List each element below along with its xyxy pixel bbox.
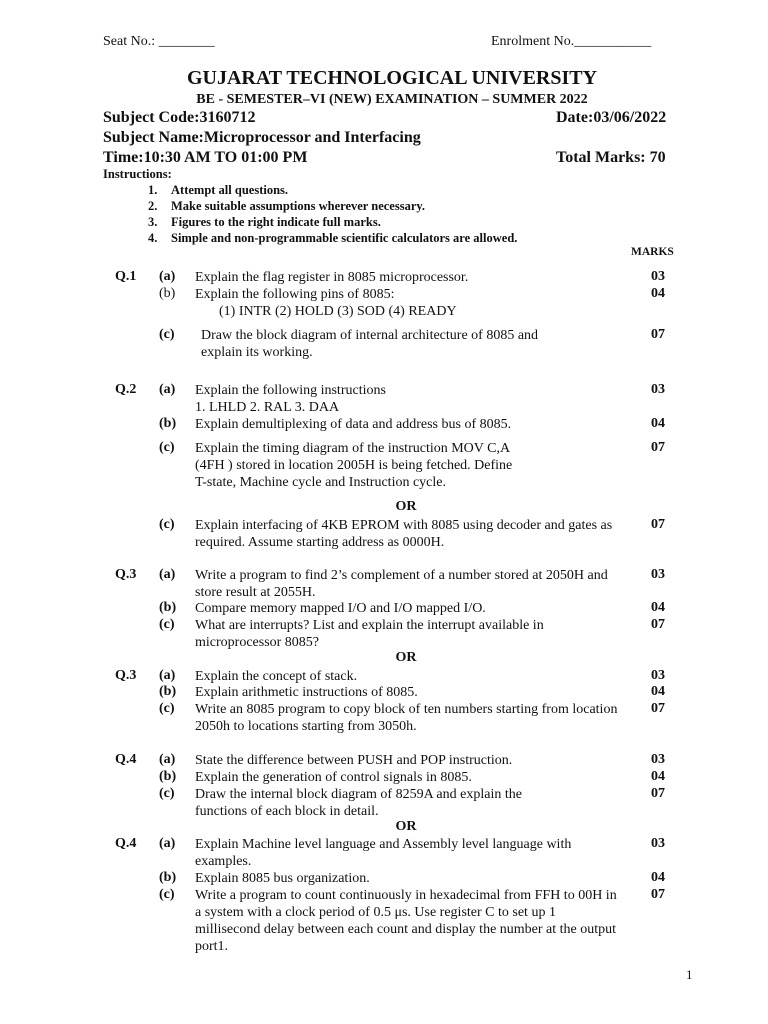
total-marks: Total Marks: 70 xyxy=(556,149,666,166)
exam-time: Time:10:30 AM TO 01:00 PM xyxy=(103,149,308,166)
or-separator: OR xyxy=(395,499,417,514)
question-subtext: (1) INTR (2) HOLD (3) SOD (4) READY xyxy=(219,304,457,319)
question-subtext: 1. LHLD 2. RAL 3. DAA xyxy=(195,400,340,415)
part-label: (a) xyxy=(159,567,176,582)
seat-number: Seat No.: ________ xyxy=(103,34,215,49)
or-separator: OR xyxy=(395,819,417,834)
marks-value: 07 xyxy=(651,327,665,342)
question-label: Q.4 xyxy=(115,836,137,851)
marks-value: 07 xyxy=(651,887,665,902)
marks-value: 04 xyxy=(651,870,665,885)
question-text: Explain the flag register in 8085 microprocessor. xyxy=(195,270,469,285)
part-label: (c) xyxy=(159,617,175,632)
part-label: (a) xyxy=(159,269,176,284)
part-label: (a) xyxy=(159,836,176,851)
instruction-item: 2. Make suitable assumptions wherever necessary. xyxy=(148,199,426,213)
question-text: Explain demultiplexing of data and address bus of 8085. xyxy=(195,417,512,432)
question-label: Q.4 xyxy=(115,752,137,767)
part-label: (b) xyxy=(159,684,177,699)
question-text: Draw the block diagram of internal architecture of 8085 and explain its working. xyxy=(201,328,539,360)
question-text: Draw the internal block diagram of 8259A and explain the functions of each block in detail. xyxy=(195,787,522,819)
or-separator: OR xyxy=(395,650,417,665)
exam-date: Date:03/06/2022 xyxy=(556,109,667,126)
part-label: (a) xyxy=(159,382,176,397)
part-label: (c) xyxy=(159,517,175,532)
instruction-item: 3. Figures to the right indicate full marks. xyxy=(148,215,381,229)
marks-value: 03 xyxy=(651,567,665,582)
part-label: (b) xyxy=(159,286,176,301)
part-label: (b) xyxy=(159,600,177,615)
question-text: What are interrupts? List and explain the interrupt available in microprocessor 8085? xyxy=(195,618,544,650)
question-text: T-state, Machine cycle and Instruction cycle. xyxy=(195,475,446,490)
marks-value: 07 xyxy=(651,440,665,455)
marks-value: 04 xyxy=(651,286,665,301)
question-text: Write a program to find 2’s complement of a number stored at 2050H and store result at 2055H. xyxy=(195,568,608,600)
question-text: Write a program to count continuously in hexadecimal from FFH to 00H in a system with a clock period of 0.5 μs. Use register C to set up 1 millisecond delay between each count and display the number at the output port1. xyxy=(195,888,617,954)
marks-value: 07 xyxy=(651,617,665,632)
question-text: Explain the timing diagram of the instruction MOV C,A xyxy=(195,441,511,456)
question-label: Q.1 xyxy=(115,269,137,284)
page-number: 1 xyxy=(686,967,693,982)
part-label: (c) xyxy=(159,327,175,342)
question-label: Q.2 xyxy=(115,382,137,397)
question-text: Explain the generation of control signals in 8085. xyxy=(195,770,472,785)
question-text: Compare memory mapped I/O and I/O mapped I/O. xyxy=(195,601,486,616)
marks-heading: MARKS xyxy=(631,246,674,258)
marks-value: 04 xyxy=(651,416,665,431)
marks-value: 07 xyxy=(651,701,665,716)
question-text: Explain the following instructions xyxy=(195,383,386,398)
part-label: (c) xyxy=(159,440,175,455)
university-title: GUJARAT TECHNOLOGICAL UNIVERSITY xyxy=(186,67,598,89)
marks-value: 03 xyxy=(651,836,665,851)
marks-value: 04 xyxy=(651,684,665,699)
question-text: Explain arithmetic instructions of 8085. xyxy=(195,685,418,700)
marks-value: 03 xyxy=(651,269,665,284)
part-label: (b) xyxy=(159,870,177,885)
instruction-item: 1. Attempt all questions. xyxy=(148,183,289,197)
question-text: Explain 8085 bus organization. xyxy=(195,871,370,886)
part-label: (c) xyxy=(159,701,175,716)
marks-value: 03 xyxy=(651,668,665,683)
question-text: Explain interfacing of 4KB EPROM with 8085 using decoder and gates as required. Assume starting address as 0000H. xyxy=(195,518,613,550)
question-text: (4FH ) stored in location 2005H is being fetched. Define xyxy=(195,458,513,473)
question-text: Write an 8085 program to copy block of ten numbers starting from location 2050h to locations starting from 3050h. xyxy=(195,702,618,734)
marks-value: 04 xyxy=(651,769,665,784)
question-text: Explain the following pins of 8085: xyxy=(195,287,395,302)
subject-name: Subject Name:Microprocessor and Interfacing xyxy=(103,129,421,146)
marks-value: 07 xyxy=(651,786,665,801)
question-text: State the difference between PUSH and POP instruction. xyxy=(195,753,513,768)
part-label: (c) xyxy=(159,887,175,902)
marks-value: 03 xyxy=(651,382,665,397)
part-label: (a) xyxy=(159,668,176,683)
part-label: (b) xyxy=(159,769,177,784)
marks-value: 04 xyxy=(651,600,665,615)
part-label: (c) xyxy=(159,786,175,801)
instruction-item: 4. Simple and non-programmable scientific calculators are allowed. xyxy=(148,231,518,245)
question-label: Q.3 xyxy=(115,668,137,683)
marks-value: 07 xyxy=(651,517,665,532)
question-text: Explain Machine level language and Assembly level language with examples. xyxy=(195,837,572,869)
part-label: (a) xyxy=(159,752,176,767)
marks-value: 03 xyxy=(651,752,665,767)
subject-code: Subject Code:3160712 xyxy=(103,109,256,126)
instructions-heading: Instructions: xyxy=(103,167,172,181)
question-text: Explain the concept of stack. xyxy=(195,669,358,684)
question-label: Q.3 xyxy=(115,567,137,582)
part-label: (b) xyxy=(159,416,177,431)
enrolment-number: Enrolment No.___________ xyxy=(491,34,652,49)
exam-title: BE - SEMESTER–VI (NEW) EXAMINATION – SUMMER 2022 xyxy=(196,92,588,107)
